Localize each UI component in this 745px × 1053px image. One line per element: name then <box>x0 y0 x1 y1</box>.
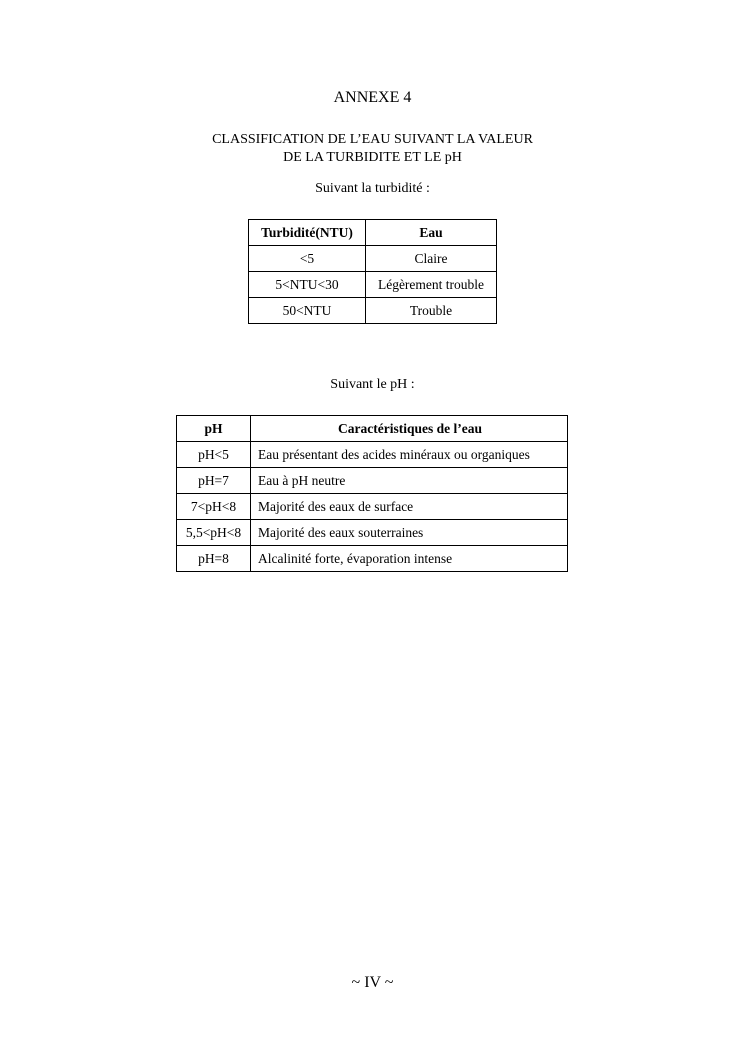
characteristics-cell: Majorité des eaux souterraines <box>251 520 568 546</box>
column-header-turbidity: Turbidité(NTU) <box>249 220 366 246</box>
turbidity-section-heading: Suivant la turbidité : <box>315 181 430 196</box>
ph-range-cell: 7<pH<8 <box>177 494 251 520</box>
water-type-cell: Claire <box>366 246 497 272</box>
table-row <box>177 494 568 520</box>
turbidity-range-cell: <5 <box>249 246 366 272</box>
characteristics-cell: Majorité des eaux de surface <box>251 494 568 520</box>
document-subtitle <box>0 131 745 167</box>
table-header-row <box>249 220 497 246</box>
column-header-water: Eau <box>366 220 497 246</box>
ph-section-heading: Suivant le pH : <box>330 377 415 392</box>
table-row <box>249 272 497 298</box>
water-type-cell: Trouble <box>366 298 497 324</box>
page-number: ~ IV ~ <box>351 974 394 991</box>
ph-table <box>176 415 568 572</box>
turbidity-range-cell: 50<NTU <box>249 298 366 324</box>
table-row <box>249 298 497 324</box>
table-row <box>177 442 568 468</box>
column-header-ph: pH <box>177 416 251 442</box>
subtitle-line-1: CLASSIFICATION DE L’EAU SUIVANT LA VALEUR <box>212 132 533 147</box>
characteristics-cell: Alcalinité forte, évaporation intense <box>251 546 568 572</box>
table-header-row <box>177 416 568 442</box>
ph-range-cell: pH<5 <box>177 442 251 468</box>
characteristics-cell: Eau à pH neutre <box>251 468 568 494</box>
ph-range-cell: 5,5<pH<8 <box>177 520 251 546</box>
characteristics-cell: Eau présentant des acides minéraux ou organiques <box>251 442 568 468</box>
ph-range-cell: pH=8 <box>177 546 251 572</box>
turbidity-range-cell: 5<NTU<30 <box>249 272 366 298</box>
page-title: ANNEXE 4 <box>333 89 412 106</box>
table-row <box>177 468 568 494</box>
table-row <box>177 520 568 546</box>
water-type-cell: Légèrement trouble <box>366 272 497 298</box>
turbidity-table <box>248 219 497 324</box>
column-header-characteristics: Caractéristiques de l’eau <box>251 416 568 442</box>
table-row <box>177 546 568 572</box>
subtitle-line-2: DE LA TURBIDITE ET LE pH <box>283 150 462 165</box>
table-row <box>249 246 497 272</box>
ph-range-cell: pH=7 <box>177 468 251 494</box>
